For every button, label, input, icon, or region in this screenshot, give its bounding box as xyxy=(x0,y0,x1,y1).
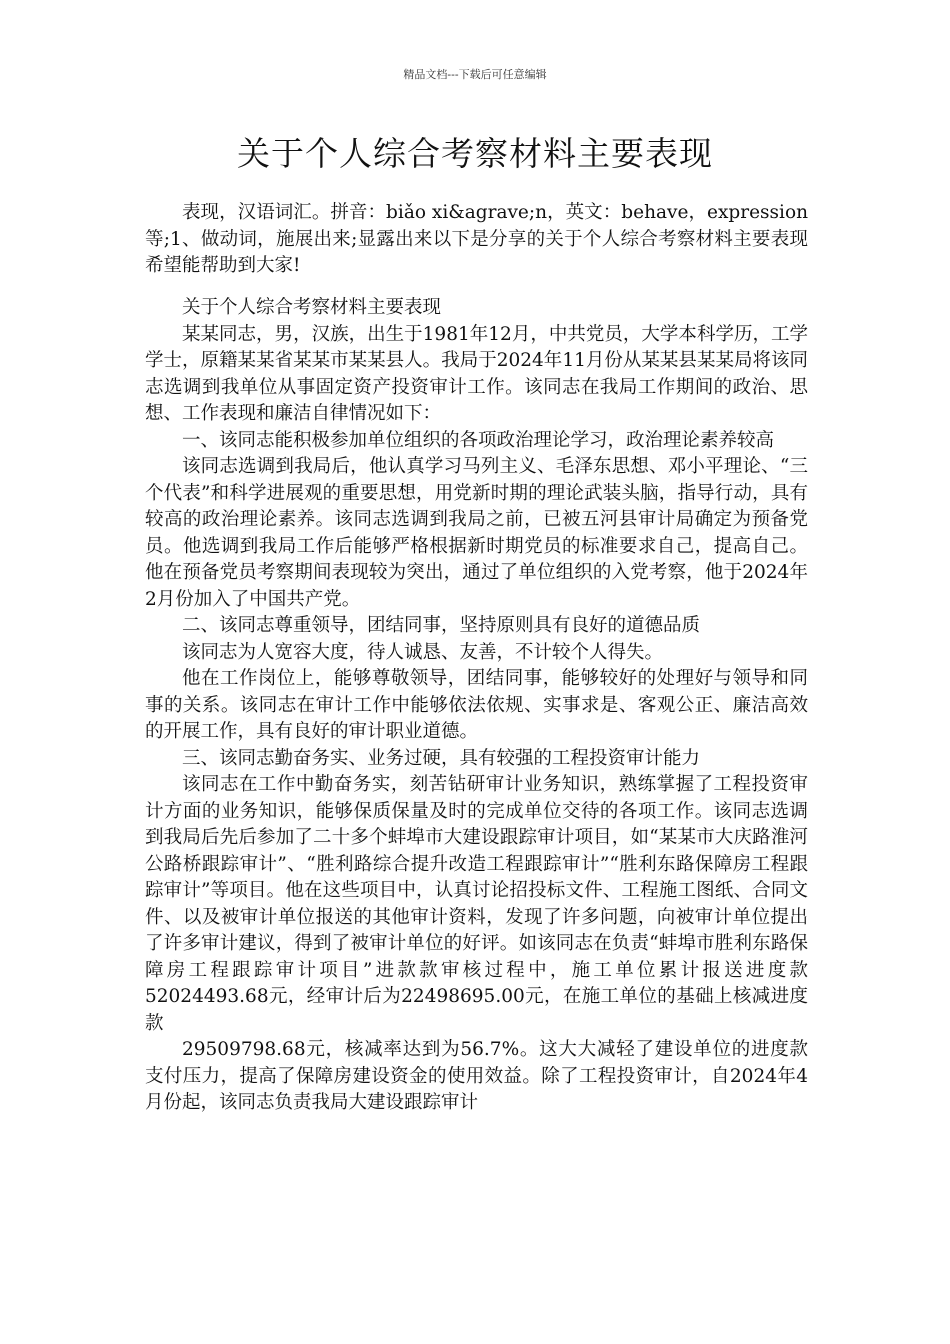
body-paragraph: 某某同志，男，汉族，出生于1981年12月，中共党员，大学本科学历，工学学士，原籍某某省某某市某某县人。我局于2024年11月份从某某县某某局将该同志选调到我单位从事固定资产投资审计工作。该同志在我局工作期间的政治、思想、工作表现和廉洁自律情况如下： xyxy=(145,323,808,424)
intro-section xyxy=(145,200,808,280)
main-section xyxy=(145,295,808,1117)
body-paragraph: 该同志选调到我局后，他认真学习马列主义、毛泽东思想、邓小平理论、“三个代表”和科学进展观的重要思想，用党新时期的理论武装头脑，指导行动，具有较高的政治理论素养。该同志选调到我局之前，已被五河县审计局确定为预备党员。他选调到我局工作后能够严格根据新时期党员的标准要求自己，提高自己。他在预备党员考察期间表现较为突出，通过了单位组织的入党考察，他于2024年2月份加入了中国共产党。 xyxy=(145,456,808,610)
body-paragraph: 他在工作岗位上，能够尊敬领导，团结同事，能够较好的处理好与领导和同事的关系。该同志在审计工作中能够依法依规、实事求是、客观公正、廉洁高效的开展工作，具有良好的审计职业道德。 xyxy=(145,668,808,742)
section-heading: 一、该同志能积极参加单位组织的各项政治理论学习，政治理论素养较高 xyxy=(182,429,775,451)
section-heading: 关于个人综合考察材料主要表现 xyxy=(182,297,442,318)
page-header: 精品文档---下载后可任意编辑 xyxy=(403,68,547,81)
body-paragraph: 29509798.68元，核减率达到为56.7%。这大大减轻了建设单位的进度款支付压力，提高了保障房建设资金的使用效益。除了工程投资审计，自2024年4月份起，该同志负责我局大建设跟踪审计 xyxy=(145,1039,808,1113)
section-heading: 二、该同志尊重领导，团结同事，坚持原则具有良好的道德品质 xyxy=(182,615,701,636)
document-title: 关于个人综合考察材料主要表现 xyxy=(237,134,713,173)
body-paragraph: 该同志在工作中勤奋务实，刻苦钻研审计业务知识，熟练掌握了工程投资审计方面的业务知识，能够保质保量及时的完成单位交待的各项工作。该同志选调到我局后先后参加了二十多个蚌埠市大建设跟踪审计项目，如“某某市大庆路淮河公路桥跟踪审计”、“胜利路综合提升改造工程跟踪审计”“胜利东路保障房工程跟踪审计”等项目。他在这些项目中，认真讨论招投标文件、工程施工图纸、合同文件、以及被审计单位报送的其他审计资料，发现了许多问题，向被审计单位提出了许多审计建议，得到了被审计单位的好评。如该同志在负责“蚌埠市胜利东路保障房工程跟踪审计项目”进款款审核过程中，施工单位累计报送进度款52024493.68元，经审计后为22498695.00元，在施工单位的基础上核减进度款 xyxy=(145,774,808,1034)
section-heading: 三、该同志勤奋务实、业务过硬，具有较强的工程投资审计能力 xyxy=(182,747,701,769)
body-paragraph: 该同志为人宽容大度，待人诚恳、友善，不计较个人得失。 xyxy=(182,641,664,663)
intro-paragraph: 表现，汉语词汇。拼音：biǎo xi&agrave;n，英文：behave，expression等;1、做动词，施展出来;显露出来以下是分享的关于个人综合考察材料主要表现希望能帮助到大家! xyxy=(145,202,808,276)
